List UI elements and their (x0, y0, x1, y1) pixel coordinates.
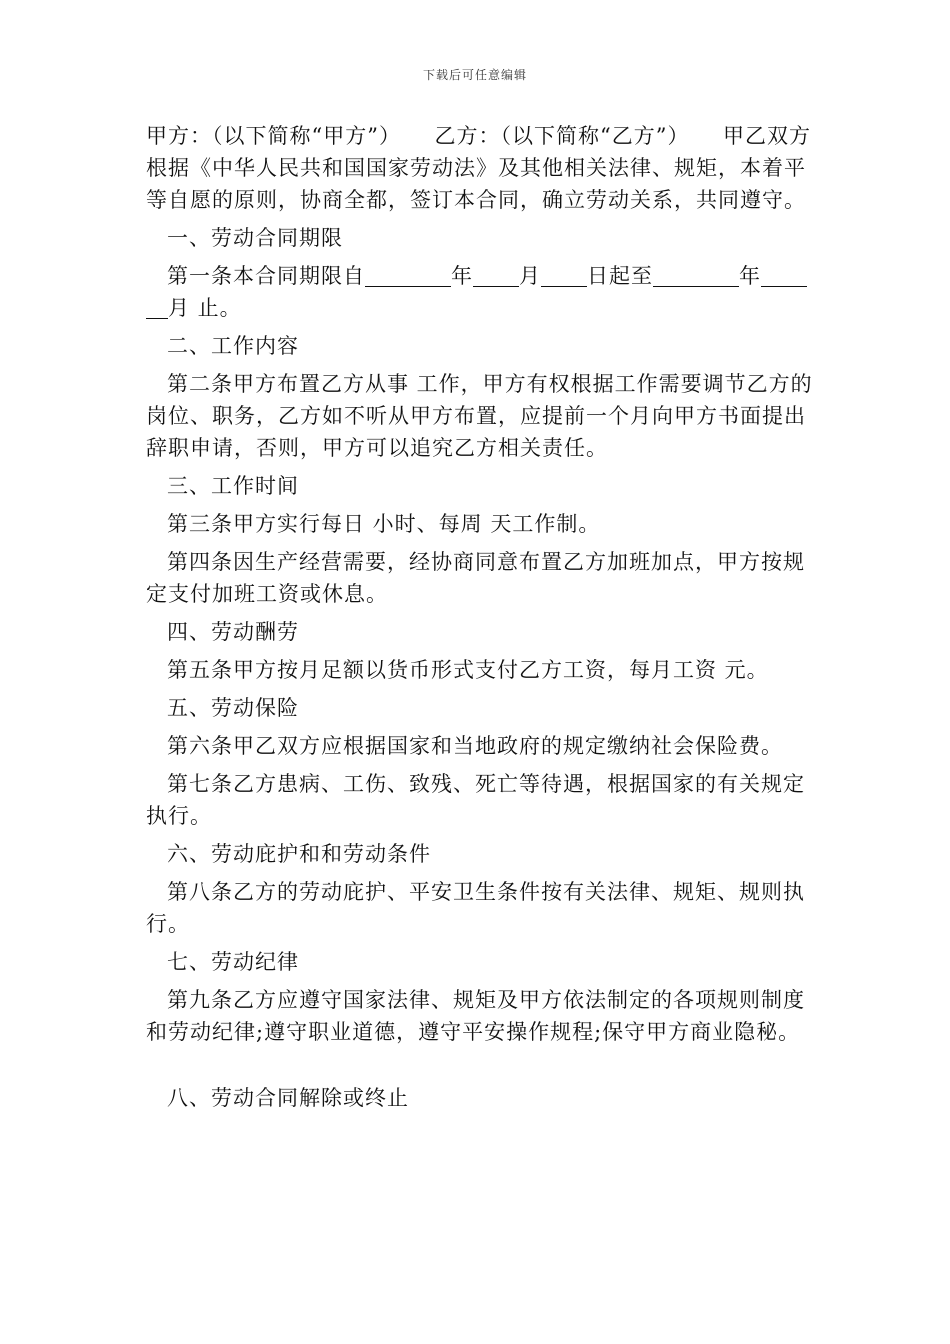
section-heading-4: 四、劳动酬劳 (167, 620, 299, 644)
article-2: 第二条甲方布置乙方从事 工作，甲方有权根据工作需要调节乙方的岗位、职务，乙方如不听从甲方布置，应提前一个月向甲方书面提出辞职申请，否则，甲方可以追究乙方相关责任。 (146, 372, 813, 460)
section-heading-7: 七、劳动纪律 (167, 950, 299, 974)
section-heading-5: 五、劳动保险 (167, 696, 299, 720)
article-1-lead: 第一条本合同期限自 (167, 264, 365, 288)
article-8: 第八条乙方的劳动庇护、平安卫生条件按有关法律、规矩、规则执行。 (146, 880, 805, 936)
article-1-end: 月 止。 (168, 296, 242, 320)
section-heading-6: 六、劳动庇护和和劳动条件 (167, 842, 431, 866)
article-9: 第九条乙方应遵守国家法律、规矩及甲方依法制定的各项规则制度和劳动纪律;遵守职业道德，遵守平安操作规程;保守甲方商业隐秘。 (146, 988, 805, 1044)
header-note: 下载后可任意编辑 (422, 68, 527, 82)
section-heading-2: 二、工作内容 (167, 334, 299, 358)
section-heading-3: 三、工作时间 (167, 474, 299, 498)
article-1-year-label: 年 (451, 264, 473, 288)
blank-end-year (653, 264, 739, 287)
section-heading-8: 八、劳动合同解除或终止 (167, 1086, 409, 1110)
article-1-month-label: 月 (519, 264, 541, 288)
blank-start-month (473, 264, 519, 287)
section-heading-1: 一、劳动合同期限 (167, 226, 343, 250)
blank-start-day (541, 264, 587, 287)
blank-end-month-part2 (146, 296, 168, 319)
article-3: 第三条甲方实行每日 小时、每周 天工作制。 (167, 512, 601, 536)
article-1-year2-label: 年 (739, 264, 761, 288)
intro-paragraph: 甲方：（以下简称“甲方”） 乙方：（以下简称“乙方”） 甲乙双方根据《中华人民共和国国家劳动法》及其他相关法律、规矩，本着平等自愿的原则，协商全都，签订本合同，确立劳动关系，共同遵守。 (146, 124, 811, 212)
contract-body (146, 120, 816, 1120)
article-5: 第五条甲方按月足额以货币形式支付乙方工资，每月工资 元。 (167, 658, 769, 682)
article-1 (146, 260, 816, 324)
article-6: 第六条甲乙双方应根据国家和当地政府的规定缴纳社会保险费。 (167, 734, 783, 758)
spacer (146, 1054, 816, 1082)
article-7: 第七条乙方患病、工伤、致残、死亡等待遇，根据国家的有关规定执行。 (146, 772, 805, 828)
blank-start-year (365, 264, 451, 287)
article-1-day-to-label: 日起至 (587, 264, 653, 288)
blank-end-month-part1 (761, 264, 807, 287)
article-4: 第四条因生产经营需要，经协商同意布置乙方加班加点，甲方按规定支付加班工资或休息。 (146, 550, 805, 606)
